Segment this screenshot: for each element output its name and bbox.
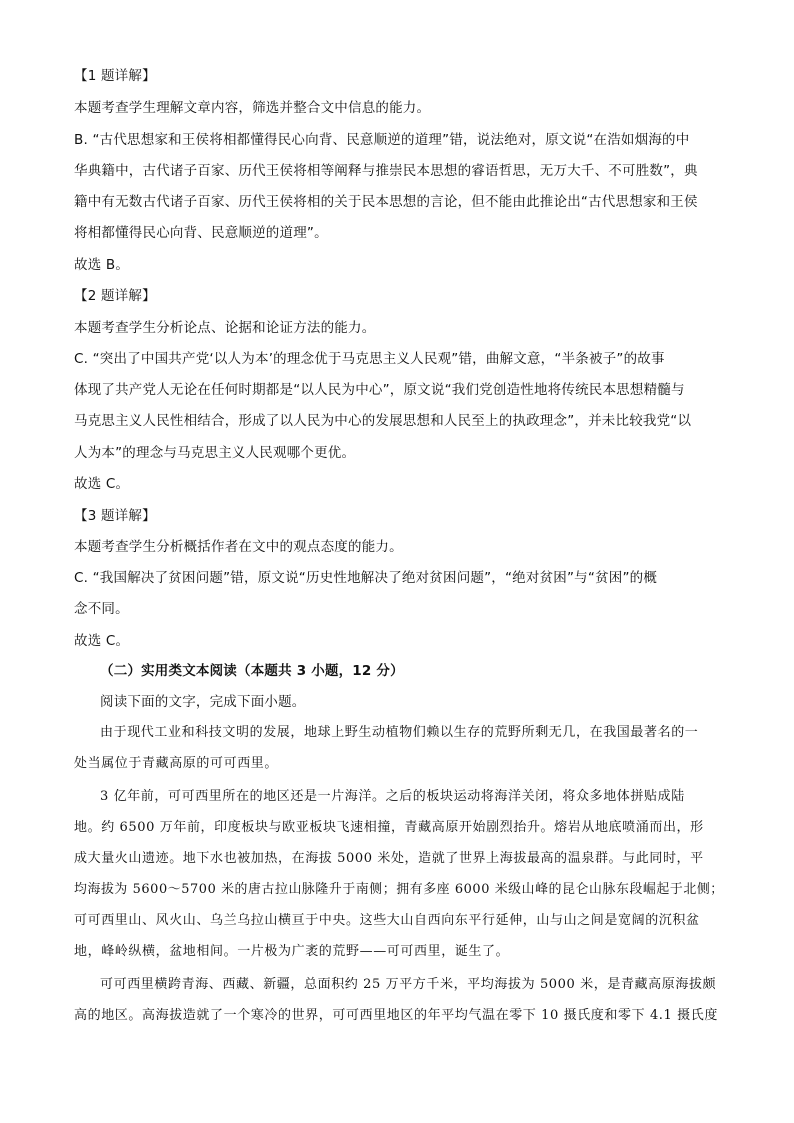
q2-explanation-line: 体现了共产党人无论在任何时期都是“以人民为中心”，原文说“我们党创造性地将传统民本思想精髓与 — [74, 382, 685, 398]
q1-analysis: 本题考查学生理解文章内容，筛选并整合文中信息的能力。 — [74, 100, 431, 116]
passage-line: 由于现代工业和科技文明的发展，地球上野生动植物们赖以生存的荒野所剩无几，在我国最著名的一 — [100, 725, 699, 740]
q3-heading: 【3 题详解】 — [74, 508, 156, 524]
q1-explanation-line: 籍中有无数古代诸子百家、历代王侯将相的关于民本思想的言论，但不能由此推论出“古代思想家和王侯 — [74, 194, 698, 210]
q2-answer: 故选 C。 — [74, 476, 130, 492]
reading-instruction: 阅读下面的文字，完成下面小题。 — [100, 694, 306, 710]
q3-explanation-line: C. “我国解决了贫困问题”错，原文说“历史性地解决了绝对贫困问题”，“绝对贫困”与“贫困”的概 — [74, 570, 658, 586]
passage-line: 地，峰岭纵横，盆地相间。一片极为广袤的荒野——可可西里，诞生了。 — [74, 944, 510, 959]
q2-heading: 【2 题详解】 — [74, 288, 156, 304]
q1-explanation-line: 将相都懂得民心向背、民意顺逆的道理”。 — [74, 225, 328, 241]
q1-heading: 【1 题详解】 — [74, 68, 156, 84]
q3-analysis: 本题考查学生分析概括作者在文中的观点态度的能力。 — [74, 539, 403, 555]
passage-line: 地。约 6500 万年前，印度板块与欧亚板块飞速相撞，青藏高原开始剧烈抬升。熔岩从地底喷涌而出，形 — [74, 820, 704, 835]
q1-explanation-line: 华典籍中，古代诸子百家、历代王侯将相等阐释与推崇民本思想的睿语哲思，无万大千、不可胜数”，典 — [74, 163, 698, 179]
passage-line: 成大量火山遗迹。地下水也被加热，在海拔 5000 米处，造就了世界上海拔最高的温泉群。与此同时，平 — [74, 851, 704, 866]
passage-line: 处当属位于青藏高原的可可西里。 — [74, 756, 279, 771]
q3-answer: 故选 C。 — [74, 633, 130, 649]
q3-explanation-line: 念不同。 — [74, 601, 129, 617]
passage-line: 3 亿年前，可可西里所在的地区还是一片海洋。之后的板块运动将海洋关闭，将众多地体拼贴成陆 — [100, 789, 685, 804]
section-heading: （二）实用类文本阅读（本题共 3 小题，12 分） — [100, 663, 404, 679]
q1-answer: 故选 B。 — [74, 257, 130, 273]
q1-explanation-line: B. “古代思想家和王侯将相都懂得民心向背、民意顺逆的道理”错，说法绝对，原文说“在浩如烟海的中 — [74, 132, 690, 148]
passage-line: 均海拔为 5600～5700 米的唐古拉山脉隆升于南侧；拥有多座 6000 米级山峰的昆仑山脉东段崛起于北侧； — [74, 882, 724, 897]
passage-line: 高的地区。高海拔造就了一个寒冷的世界，可可西里地区的年平均气温在零下 10 摄氏度和零下 4.1 摄氏度 — [74, 1008, 718, 1023]
q2-explanation-line: C. “突出了中国共产党‘以人为本’的理念优于马克思主义人民观”错，曲解文意，“半条被子”的故事 — [74, 351, 665, 367]
q2-explanation-line: 马克思主义人民性相结合，形成了以人民为中心的发展思想和人民至上的执政理念”，并未比较我党“以 — [74, 413, 692, 429]
q2-explanation-line: 人为本”的理念与马克思主义人民观哪个更优。 — [74, 445, 356, 461]
passage-line: 可可西里横跨青海、西藏、新疆，总面积约 25 万平方千米，平均海拔为 5000 米，是青藏高原海拔颇 — [100, 977, 717, 992]
q2-analysis: 本题考查学生分析论点、论据和论证方法的能力。 — [74, 320, 376, 336]
passage-line: 可可西里山、风火山、乌兰乌拉山横亘于中央。这些大山自西向东平行延伸，山与山之间是宽阔的沉积盆 — [74, 913, 700, 928]
